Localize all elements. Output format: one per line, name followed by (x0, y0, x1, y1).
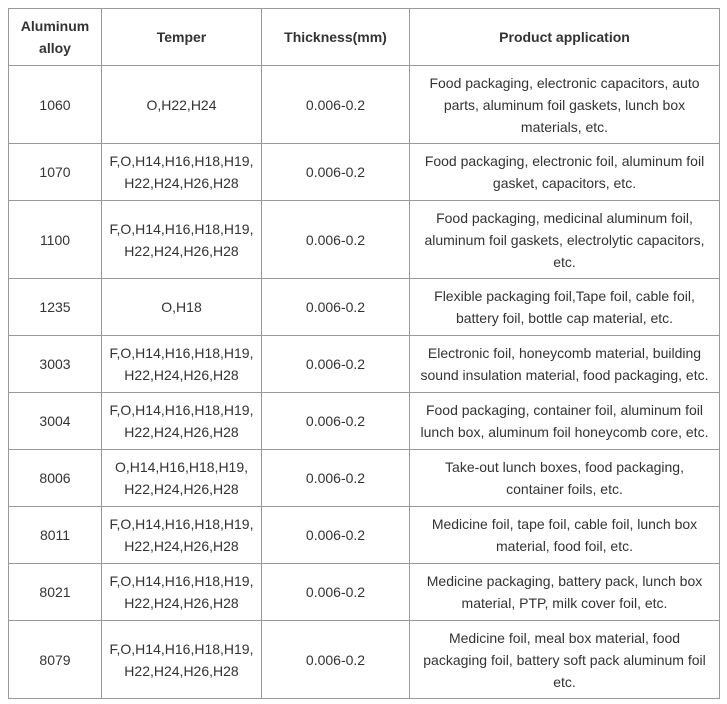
cell-application (410, 621, 720, 699)
cell-thickness: 0.006-0.2 (262, 564, 410, 621)
cell-application-line: Food packaging, electronic foil, aluminum foil (424, 153, 705, 169)
cell-application-line: lunch box, aluminum foil honeycomb core, etc. (420, 424, 709, 440)
cell-temper-line: H22,H24,H26,H28 (124, 242, 239, 259)
cell-temper-line: O,H14,H16,H18,H19, (114, 459, 249, 475)
cell-application-line: Medicine foil, tape foil, cable foil, lunch box (431, 516, 698, 532)
table-row (9, 621, 720, 699)
cell-application (410, 564, 720, 621)
table-row (9, 201, 720, 279)
cell-thickness: 0.006-0.2 (262, 336, 410, 393)
cell-application-line: material, food foil, etc. (496, 538, 633, 554)
cell-application-line: etc. (553, 673, 576, 690)
cell-application-line: container foils, etc. (506, 481, 623, 497)
cell-temper-line: H22,H24,H26,H28 (124, 175, 239, 191)
cell-application-line: Medicine packaging, battery pack, lunch box (426, 573, 703, 589)
cell-temper-line: H22,H24,H26,H28 (124, 538, 239, 554)
cell-temper-line: F,O,H14,H16,H18,H19, (109, 573, 254, 589)
cell-application-line: etc. (553, 253, 576, 270)
cell-application-line: Food packaging, medicinal aluminum foil, (436, 209, 693, 226)
cell-thickness: 0.006-0.2 (262, 66, 410, 144)
cell-application-line: parts, aluminum foil gaskets, lunch box (443, 96, 686, 113)
cell-temper-line: H22,H24,H26,H28 (124, 424, 239, 440)
cell-application-line: aluminum foil gaskets, electrolytic capacitors, (424, 231, 705, 248)
cell-temper (102, 450, 262, 507)
table-body (9, 66, 720, 699)
cell-temper-line: F,O,H14,H16,H18,H19, (109, 220, 254, 237)
cell-temper (102, 564, 262, 621)
cell-application (410, 201, 720, 279)
cell-thickness: 0.006-0.2 (262, 201, 410, 279)
cell-application (410, 336, 720, 393)
table-row (9, 450, 720, 507)
cell-thickness: 0.006-0.2 (262, 279, 410, 336)
header-temper: Temper (102, 9, 262, 66)
cell-application-line: Electronic foil, honeycomb material, building (427, 345, 702, 361)
cell-alloy: 1060 (9, 66, 102, 144)
cell-temper-line: F,O,H14,H16,H18,H19, (109, 153, 254, 169)
cell-thickness: 0.006-0.2 (262, 144, 410, 201)
cell-thickness: 0.006-0.2 (262, 507, 410, 564)
cell-alloy: 3004 (9, 393, 102, 450)
table-row (9, 507, 720, 564)
cell-application-line: Medicine foil, meal box material, food (448, 629, 681, 646)
cell-application-line: Food packaging, electronic capacitors, auto (429, 74, 700, 91)
cell-temper-line: O,H18 (161, 299, 202, 315)
table-row (9, 66, 720, 144)
cell-application-line: Food packaging, container foil, aluminum foil (425, 402, 704, 418)
cell-temper-line: F,O,H14,H16,H18,H19, (109, 345, 254, 361)
cell-temper-line: O,H22,H24 (146, 96, 217, 113)
cell-application-line: sound insulation material, food packaging, etc. (420, 367, 709, 383)
header-thickness: Thickness(mm) (262, 9, 410, 66)
cell-application-line: Take-out lunch boxes, food packaging, (445, 459, 684, 475)
header-alloy: Aluminum alloy (9, 9, 102, 66)
cell-temper (102, 66, 262, 144)
cell-thickness: 0.006-0.2 (262, 450, 410, 507)
cell-alloy: 8006 (9, 450, 102, 507)
table-row (9, 336, 720, 393)
table-row (9, 279, 720, 336)
alloy-spec-table (8, 8, 720, 699)
cell-temper (102, 201, 262, 279)
cell-temper (102, 144, 262, 201)
cell-application-line: materials, etc. (520, 118, 609, 135)
cell-thickness: 0.006-0.2 (262, 393, 410, 450)
cell-temper-line: F,O,H14,H16,H18,H19, (109, 516, 254, 532)
cell-alloy: 3003 (9, 336, 102, 393)
cell-application (410, 393, 720, 450)
cell-temper-line: H22,H24,H26,H28 (124, 481, 239, 497)
cell-application-line: battery foil, bottle cap material, etc. (455, 310, 674, 326)
cell-temper (102, 279, 262, 336)
cell-alloy: 8079 (9, 621, 102, 699)
cell-application-line: Flexible packaging foil,Tape foil, cable foil, (434, 288, 695, 304)
cell-temper (102, 336, 262, 393)
cell-temper-line: H22,H24,H26,H28 (124, 662, 239, 679)
cell-temper-line: F,O,H14,H16,H18,H19, (109, 402, 254, 418)
cell-temper (102, 393, 262, 450)
cell-application (410, 450, 720, 507)
cell-thickness: 0.006-0.2 (262, 621, 410, 699)
cell-temper-line: H22,H24,H26,H28 (124, 367, 239, 383)
cell-alloy: 1100 (9, 201, 102, 279)
cell-alloy: 8011 (9, 507, 102, 564)
table-header-row (9, 9, 720, 66)
cell-application (410, 66, 720, 144)
cell-application-line: material, PTP, milk cover foil, etc. (461, 595, 668, 611)
cell-alloy: 1235 (9, 279, 102, 336)
cell-alloy: 1070 (9, 144, 102, 201)
table-row (9, 564, 720, 621)
cell-temper-line: F,O,H14,H16,H18,H19, (109, 640, 254, 657)
cell-alloy: 8021 (9, 564, 102, 621)
cell-temper (102, 507, 262, 564)
table-row (9, 393, 720, 450)
cell-application-line: packaging foil, battery soft pack aluminum foil (423, 651, 706, 668)
table-row (9, 144, 720, 201)
cell-temper-line: H22,H24,H26,H28 (124, 595, 239, 611)
cell-application (410, 279, 720, 336)
cell-application-line: gasket, capacitors, etc. (492, 175, 637, 191)
cell-application (410, 507, 720, 564)
cell-temper (102, 621, 262, 699)
cell-application (410, 144, 720, 201)
header-application: Product application (410, 9, 720, 66)
